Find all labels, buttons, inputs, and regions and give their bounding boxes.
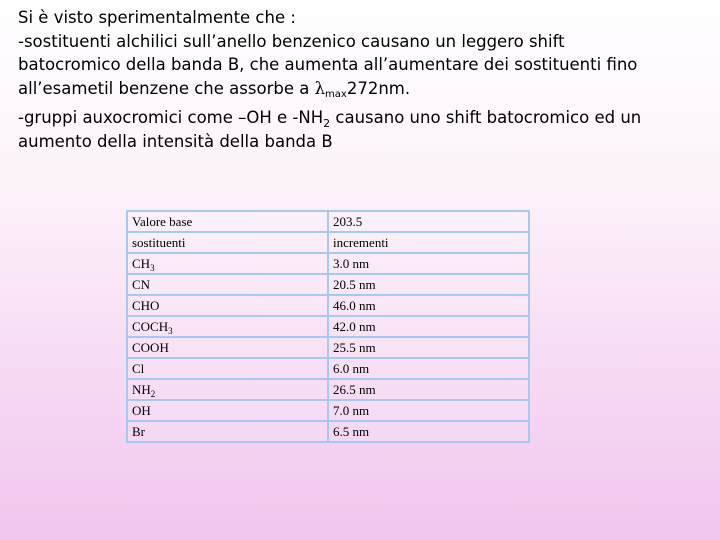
table-row xyxy=(127,316,529,337)
substituent-cell xyxy=(127,379,328,400)
intro-line-1: Si è visto sperimentalmente che : xyxy=(18,8,296,27)
table-row xyxy=(127,400,529,421)
table-row xyxy=(127,295,529,316)
intro-line-4-end: 272nm. xyxy=(346,78,411,98)
nh2-subscript: 2 xyxy=(323,117,331,130)
substituent-cell xyxy=(127,421,328,442)
substituent-subscript: 3 xyxy=(150,262,155,273)
substituent-name: OH xyxy=(132,402,151,418)
increment-cell: 25.5 nm xyxy=(328,337,529,358)
substituent-name: CH xyxy=(132,255,151,271)
substituent-subscript: 2 xyxy=(150,388,156,399)
substituent-cell xyxy=(127,337,328,358)
increment-cell: 7.0 nm xyxy=(328,400,529,421)
substituent-name: Cl xyxy=(132,360,145,376)
increment-cell: 203.5 xyxy=(328,211,529,232)
increment-cell: 6.0 nm xyxy=(328,358,529,379)
increment-cell: 42.0 nm xyxy=(328,316,529,337)
substituent-cell xyxy=(127,400,328,421)
substituent-cell xyxy=(127,211,328,232)
table-row xyxy=(127,421,529,442)
substituent-cell xyxy=(127,274,328,295)
substituent-name: COCH xyxy=(132,318,169,334)
table-row xyxy=(127,274,529,295)
intro-line-2: -sostituenti alchilici sull’anello benzenico causano un leggero shift xyxy=(18,31,565,51)
lambda-symbol: λ xyxy=(314,78,326,98)
intro-line-4 xyxy=(18,77,718,107)
substituent-subscript: 3 xyxy=(168,325,173,336)
substituent-cell xyxy=(127,316,328,337)
intro-line-6: aumento della intensità della banda B xyxy=(18,131,333,151)
intro-line-3: batocromico della banda B, che aumenta all’aumentare dei sostituenti fino xyxy=(18,55,638,74)
intro-text xyxy=(18,6,718,153)
intro-line-5-start: -gruppi auxocromici come –OH e -NH xyxy=(18,108,324,127)
substituent-cell xyxy=(127,253,328,274)
substituent-name: sostituenti xyxy=(132,234,186,250)
increment-cell: 20.5 nm xyxy=(328,274,529,295)
table-row xyxy=(127,379,529,400)
substituent-cell xyxy=(127,358,328,379)
table-row xyxy=(127,253,529,274)
substituent-name: CHO xyxy=(132,297,160,313)
increment-cell: 6.5 nm xyxy=(328,421,529,442)
table-body xyxy=(127,211,529,442)
substituent-name: Valore base xyxy=(132,213,193,229)
substituent-name: COOH xyxy=(132,339,169,355)
increment-cell: 26.5 nm xyxy=(328,379,529,400)
table-row xyxy=(127,211,529,232)
substituent-name: NH xyxy=(132,381,151,397)
lambda-max-subscript: max xyxy=(325,88,347,100)
intro-line-5 xyxy=(18,106,718,130)
increment-cell: 46.0 nm xyxy=(328,295,529,316)
intro-line-4-start: all’esametil benzene che assorbe a xyxy=(18,78,315,98)
substituent-cell xyxy=(127,232,328,253)
intro-line-5-end: causano uno shift batocromico ed un xyxy=(330,108,642,127)
table-row xyxy=(127,358,529,379)
table-row xyxy=(127,232,529,253)
increment-cell: 3.0 nm xyxy=(328,253,529,274)
substituent-name: CN xyxy=(132,276,151,292)
substituent-increment-table xyxy=(126,210,530,443)
table-row xyxy=(127,337,529,358)
substituent-name: Br xyxy=(132,423,145,439)
increment-cell: incrementi xyxy=(328,232,529,253)
substituent-cell xyxy=(127,295,328,316)
